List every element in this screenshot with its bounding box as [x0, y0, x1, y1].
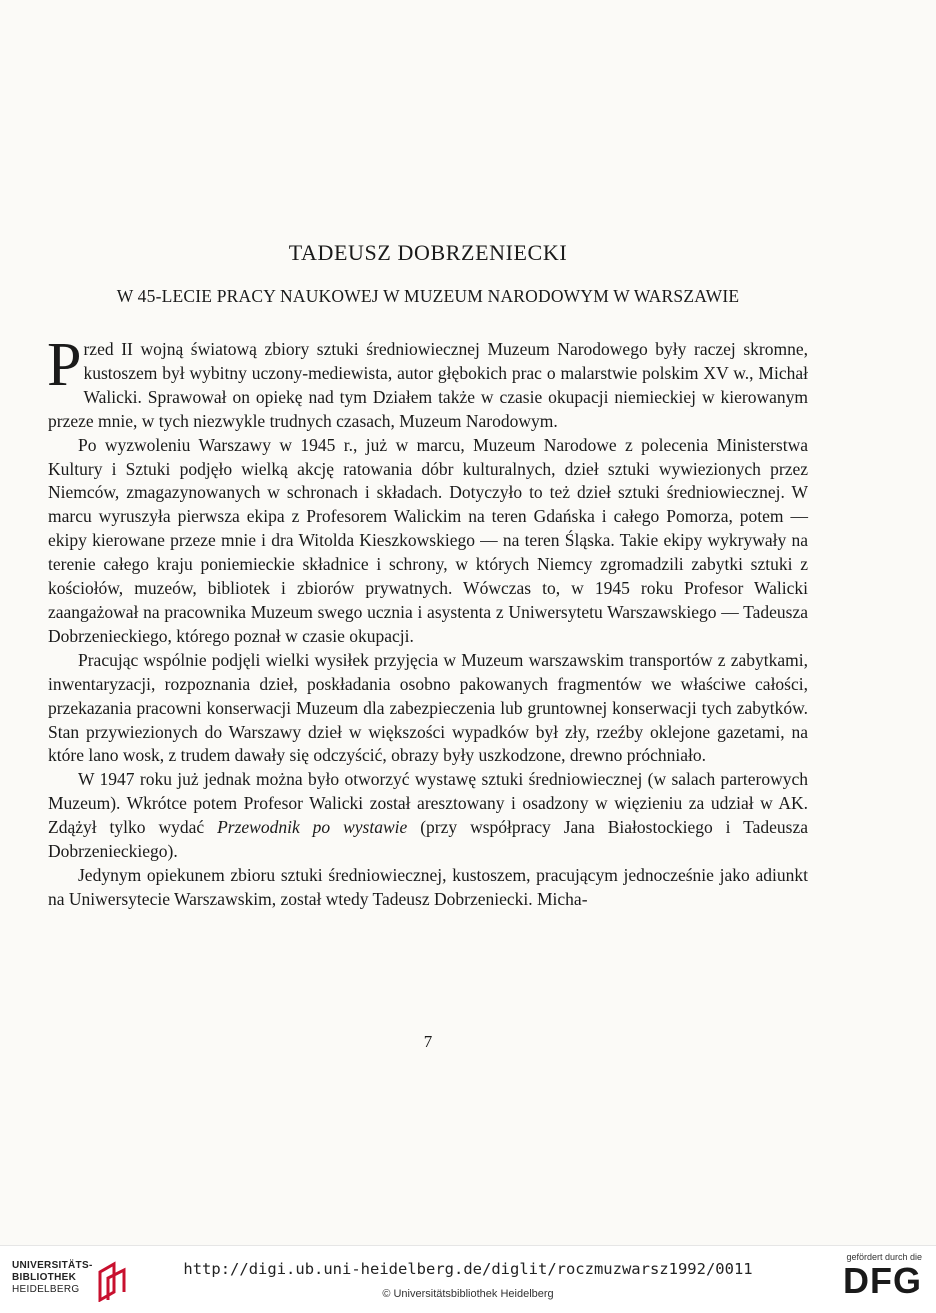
- library-name-line-3: HEIDELBERG: [12, 1284, 80, 1295]
- dfg-logo[interactable]: [822, 1252, 922, 1308]
- paragraph-1-text: rzed II wojną światową zbiory sztuki średniowiecznej Muzeum Narodowego były raczej skromne, kustoszem był wybitny uczony-mediewista, autor głębokich prac o malarstwie polskim XV w., Michał Walicki. Sprawował on opiekę nad tym Działem także w czasie okupacji niemieckiej w kierowanym przeze mnie, w tych niezwykle trudnych czasach, Muzeum Narodowym.: [48, 339, 808, 431]
- paragraph-5: Jedynym opiekunem zbioru sztuki średniowiecznej, kustoszem, pracującym jednocześnie jako adiunkt na Uniwersytecie Warszawskim, został wtedy Tadeusz Dobrzeniecki. Micha-: [48, 864, 808, 909]
- library-name-line-1: UNIVERSITÄTS-: [12, 1260, 93, 1271]
- page-number: 7: [423, 1032, 433, 1051]
- article-title: TADEUSZ DOBRZENIECKI: [288, 240, 568, 265]
- drop-cap: P: [47, 331, 82, 399]
- viewer-footer: [0, 1245, 936, 1313]
- permalink-url[interactable]: http://digi.ub.uni-heidelberg.de/diglit/roczmuzwarsz1992/0011: [183, 1260, 753, 1278]
- paragraph-4-text-b: (przy współpracy Jana Białostockiego i Tadeusza Dobrzenieckiego).: [48, 817, 808, 862]
- article-body: [47, 331, 808, 912]
- paragraph-3: Pracując wspólnie podjęli wielki wysiłek przyjęcia w Muzeum warszawskim transportów z zabytkami, inwentaryzacji, rozpoznania dzieł, poskładania osobno pakowanych fragmentów we właściwe całości, przekazania pracowni konserwacji Muzeum dla zabezpieczenia lub gruntownej konserwacji tych zabytków. Stan przywiezionych do Warszawy dzieł w większości wypadków był zły, rzeźby oklejone gazetami, na które lano wosk, z trudem dawały się odczyścić, obrazy były uszkodzone, drewno próchniało.: [48, 649, 808, 766]
- library-name-line-2: BIBLIOTHEK: [12, 1272, 77, 1283]
- article-subtitle: W 45-LECIE PRACY NAUKOWEJ W MUZEUM NARODOWYM W WARSZAWIE: [116, 286, 740, 306]
- book-title: Przewodnik po wystawie: [217, 817, 408, 838]
- funding-note: gefördert durch die: [846, 1252, 922, 1262]
- paragraph-2: Po wyzwoleniu Warszawy w 1945 r., już w marcu, Muzeum Narodowe z polecenia Ministerstwa Kultury i Sztuki podjęło wielką akcję ratowania dóbr kulturalnych, dzieł sztuki wywiezionych przez Niemców, zmagazynowanych w schronach i składach. Dotyczyło to też dzieł sztuki średniowiecznej. W marcu wyruszyła pierwsza ekipa z Profesorem Walickim na teren Gdańska i całego Pomorza, potem — ekipy kierowane przeze mnie i dra Witolda Kieszkowskiego — na teren Śląska. Takie ekipy wykrywały na terenie całego kraju poniemieckie składnice i schrony, w których Niemcy zgromadzili zabytki sztuki z kościołów, muzeów, bibliotek i zbiorów prywatnych. Wówczas to, w 1945 roku Profesor Walicki zaangażował na pracownika Muzeum swego ucznia i asystenta z Uniwersytetu Warszawskiego — Tadeusza Dobrzenieckiego, którego poznał w czasie okupacji.: [48, 434, 808, 646]
- paragraph-4-text-a: W 1947 roku już jednak można było otworzyć wystawę sztuki średniowiecznej (w salach parterowych Muzeum). Wkrótce potem Profesor Walicki został aresztowany i osadzony w więzieniu za udział w AK. Zdążył tylko wydać: [48, 769, 808, 838]
- dfg-wordmark: DFG: [843, 1260, 922, 1301]
- copyright-notice: © Universitätsbibliothek Heidelberg: [382, 1288, 554, 1300]
- paragraph-4: [48, 768, 808, 864]
- paragraph-1: [47, 331, 808, 434]
